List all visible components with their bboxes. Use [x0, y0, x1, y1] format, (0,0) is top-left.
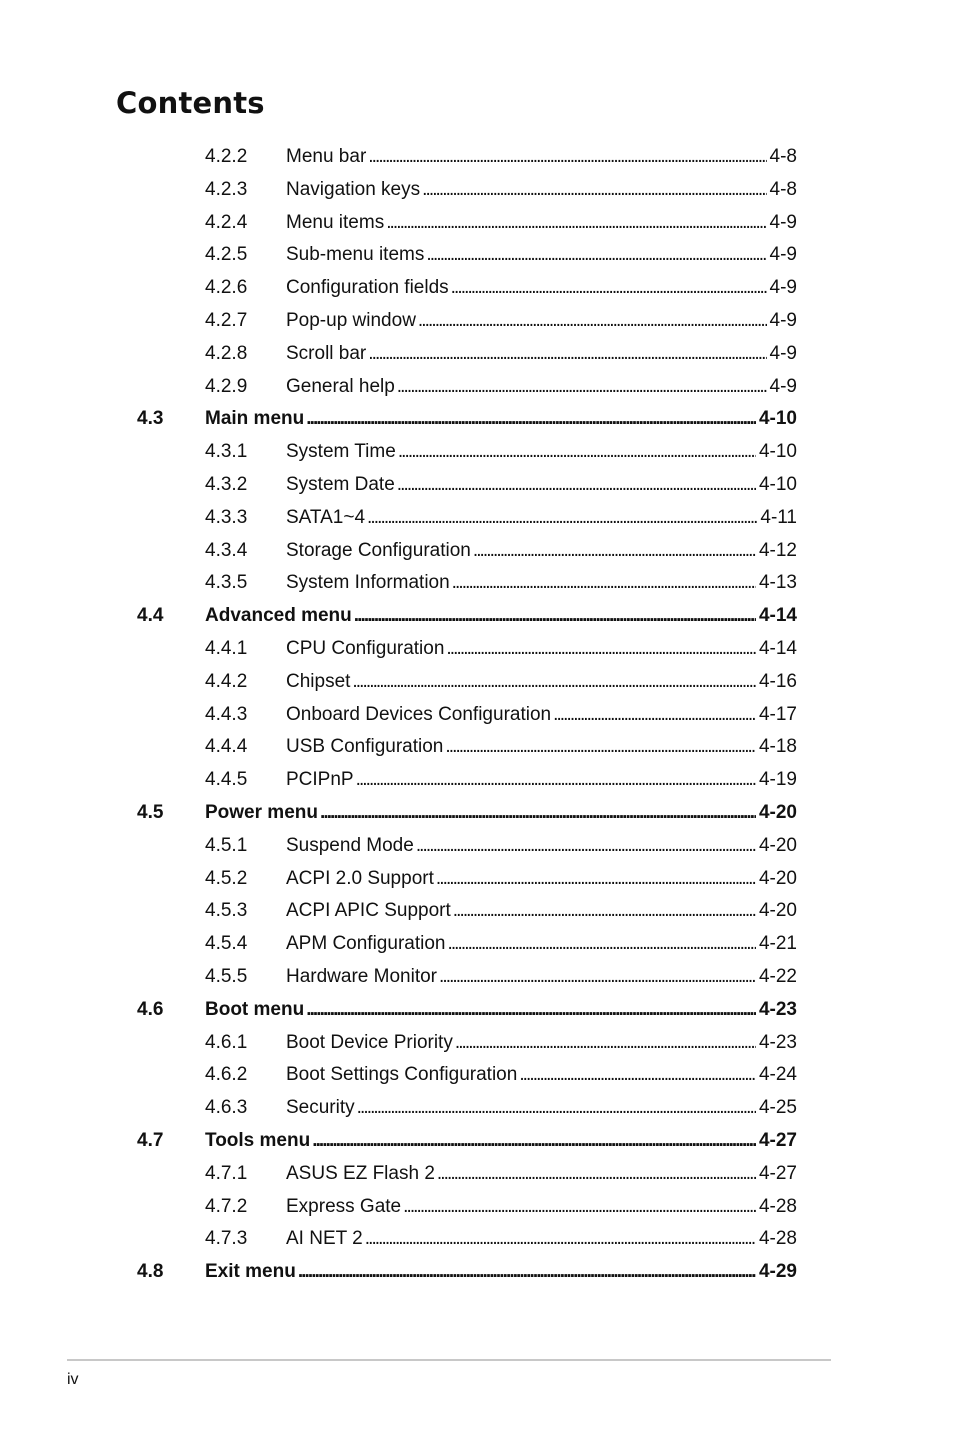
toc-entry-leader-line	[286, 894, 797, 927]
dot-leader	[306, 402, 756, 435]
toc-entry-page-number: 4-25	[758, 1097, 797, 1119]
toc-entry-leader-line	[286, 632, 797, 665]
toc-entry-page-number: 4-14	[758, 638, 797, 659]
toc-entry-page-number: 4-20	[758, 834, 797, 856]
toc-entry-page-number: 4-22	[758, 966, 797, 987]
dot-leader	[436, 862, 756, 895]
toc-entry-page-number: 4-10	[758, 441, 797, 463]
toc-entry-number: 4.6.1	[205, 1031, 248, 1053]
dot-leader	[519, 1058, 756, 1091]
toc-entry-leader-line	[286, 206, 797, 239]
toc-entry-title: Boot Device Priority	[286, 1031, 453, 1053]
toc-entry-leader-line	[286, 140, 797, 173]
toc-entry-leader-line	[286, 829, 797, 862]
footer-rule	[67, 1359, 831, 1361]
toc-entry-leader-line	[286, 1222, 797, 1255]
toc-entry-number: 4.3.5	[205, 572, 248, 594]
toc-section-row[interactable]	[0, 402, 954, 435]
toc-entry-page-number: 4-9	[769, 342, 797, 364]
toc-entry-leader-line	[205, 993, 797, 1026]
toc-entry-page-number: 4-13	[758, 572, 797, 594]
toc-entry-title: ACPI APIC Support	[286, 900, 451, 922]
dot-leader	[416, 829, 756, 862]
toc-entry-title: Sub-menu items	[286, 244, 425, 266]
toc-entry-title: Hardware Monitor	[286, 966, 437, 987]
toc-subsection-row[interactable]	[0, 665, 954, 698]
toc-entry-number: 4.3	[137, 408, 164, 430]
toc-subsection-row[interactable]	[0, 337, 954, 370]
dot-leader	[446, 632, 756, 665]
toc-entry-number: 4.4.2	[205, 670, 248, 692]
toc-entry-title: AI NET 2	[286, 1228, 363, 1250]
dot-leader	[352, 665, 756, 698]
toc-entry-title: Configuration fields	[286, 277, 449, 299]
toc-entry-leader-line	[205, 599, 797, 632]
toc-entry-number: 4.3.2	[205, 474, 248, 495]
toc-entry-title: SATA1~4	[286, 506, 366, 528]
toc-subsection-row[interactable]	[0, 468, 954, 501]
toc-entry-number: 4.6.2	[205, 1064, 248, 1086]
toc-entry-number: 4.5.5	[205, 966, 248, 987]
dot-leader	[354, 599, 756, 632]
toc-entry-page-number: 4-29	[758, 1261, 797, 1283]
toc-entry-number: 4.2.4	[205, 211, 248, 233]
toc-entry-number: 4.2.6	[205, 277, 248, 299]
toc-entry-page-number: 4-9	[769, 244, 797, 266]
toc-entry-number: 4.7.2	[205, 1195, 248, 1217]
toc-entry-leader-line	[286, 173, 797, 206]
toc-entry-number: 4.5	[137, 802, 164, 823]
toc-entry-number: 4.6.3	[205, 1097, 248, 1119]
toc-subsection-row[interactable]	[0, 829, 954, 862]
toc-entry-title: Onboard Devices Configuration	[286, 703, 552, 725]
dot-leader	[298, 1255, 756, 1288]
toc-entry-number: 4.5.2	[205, 867, 248, 889]
toc-entry-title: Tools menu	[205, 1130, 311, 1151]
toc-entry-number: 4.6	[137, 998, 164, 1020]
toc-entry-page-number: 4-14	[758, 605, 797, 627]
toc-entry-leader-line	[286, 763, 797, 796]
toc-entry-number: 4.7.1	[205, 1162, 248, 1184]
dot-leader	[403, 1190, 756, 1223]
dot-leader	[455, 1026, 756, 1059]
toc-section-row[interactable]	[0, 993, 954, 1026]
toc-entry-page-number: 4-20	[758, 802, 797, 823]
toc-entry-number: 4.3.4	[205, 539, 248, 561]
dot-leader	[386, 206, 766, 239]
toc-entry-number: 4.7	[137, 1130, 164, 1151]
toc-subsection-row[interactable]	[0, 960, 954, 993]
toc-entry-number: 4.2.3	[205, 178, 248, 200]
toc-entry-number: 4.3.3	[205, 506, 248, 528]
toc-entry-page-number: 4-10	[758, 408, 797, 430]
toc-section-row[interactable]	[0, 796, 954, 829]
toc-entry-page-number: 4-18	[758, 736, 797, 758]
toc-subsection-row[interactable]	[0, 140, 954, 173]
dot-leader	[553, 698, 756, 731]
toc-subsection-row[interactable]	[0, 1157, 954, 1190]
dot-leader	[437, 1157, 756, 1190]
dot-leader	[312, 1124, 756, 1157]
toc-entry-title: Suspend Mode	[286, 834, 414, 856]
toc-entry-title: General help	[286, 375, 395, 397]
page-folio: iv	[67, 1371, 79, 1388]
toc-entry-page-number: 4-28	[758, 1195, 797, 1217]
toc-entry-leader-line	[286, 698, 797, 731]
toc-entry-leader-line	[286, 1026, 797, 1059]
toc-entry-number: 4.4.5	[205, 769, 248, 791]
dot-leader	[368, 140, 766, 173]
toc-entry-number: 4.2.5	[205, 244, 248, 266]
toc-entry-leader-line	[286, 960, 797, 993]
toc-entry-title: Main menu	[205, 408, 305, 430]
toc-entry-title: Chipset	[286, 670, 351, 692]
dot-leader	[306, 993, 756, 1026]
toc-entry-page-number: 4-16	[758, 670, 797, 692]
toc-subsection-row[interactable]	[0, 862, 954, 895]
toc-section-row[interactable]	[0, 1124, 954, 1157]
dot-leader	[320, 796, 756, 829]
toc-entry-leader-line	[286, 271, 797, 304]
toc-entry-title: System Information	[286, 572, 450, 594]
toc-entry-title: Navigation keys	[286, 178, 421, 200]
dot-leader	[473, 534, 756, 567]
toc-entry-title: System Time	[286, 441, 396, 463]
toc-entry-title: ACPI 2.0 Support	[286, 867, 434, 889]
toc-entry-number: 4.8	[137, 1261, 164, 1283]
toc-section-row[interactable]	[0, 599, 954, 632]
dot-leader	[357, 1091, 756, 1124]
toc-entry-page-number: 4-27	[758, 1130, 797, 1151]
toc-subsection-row[interactable]	[0, 173, 954, 206]
toc-entry-leader-line	[286, 435, 797, 468]
toc-entry-page-number: 4-17	[758, 703, 797, 725]
toc-entry-number: 4.5.3	[205, 900, 248, 922]
toc-entry-page-number: 4-28	[758, 1228, 797, 1250]
toc-section-row[interactable]	[0, 1255, 954, 1288]
toc-entry-leader-line	[286, 566, 797, 599]
toc-entry-leader-line	[286, 1190, 797, 1223]
toc-entry-leader-line	[205, 1255, 797, 1288]
toc-subsection-row[interactable]	[0, 632, 954, 665]
dot-leader	[418, 304, 767, 337]
toc-entry-title: System Date	[286, 474, 395, 495]
dot-leader	[365, 1222, 756, 1255]
toc-entry-title: Advanced menu	[205, 605, 352, 627]
toc-entry-number: 4.2.8	[205, 342, 248, 364]
toc-entry-leader-line	[286, 534, 797, 567]
toc-subsection-row[interactable]	[0, 271, 954, 304]
toc-entry-title: PCIPnP	[286, 769, 354, 791]
toc-entry-page-number: 4-23	[758, 998, 797, 1020]
toc-entry-number: 4.4.4	[205, 736, 248, 758]
dot-leader	[452, 566, 756, 599]
toc-subsection-row[interactable]	[0, 238, 954, 271]
dot-leader	[367, 501, 757, 534]
toc-subsection-row[interactable]	[0, 698, 954, 731]
toc-entry-number: 4.4.1	[205, 638, 248, 659]
toc-subsection-row[interactable]	[0, 730, 954, 763]
toc-entry-page-number: 4-8	[769, 178, 797, 200]
toc-entry-number: 4.7.3	[205, 1228, 248, 1250]
toc-entry-page-number: 4-20	[758, 867, 797, 889]
toc-subsection-row[interactable]	[0, 566, 954, 599]
toc-entry-title: Menu items	[286, 211, 385, 233]
toc-entry-title: USB Configuration	[286, 736, 444, 758]
toc-entry-title: Menu bar	[286, 146, 367, 167]
toc-subsection-row[interactable]	[0, 1190, 954, 1223]
toc-entry-number: 4.4	[137, 605, 164, 627]
dot-leader	[445, 730, 756, 763]
toc-entry-leader-line	[286, 238, 797, 271]
toc-entry-page-number: 4-8	[769, 146, 797, 167]
toc-entry-leader-line	[205, 1124, 797, 1157]
dot-leader	[422, 173, 766, 206]
toc-entry-page-number: 4-21	[758, 933, 797, 955]
toc-entry-page-number: 4-9	[769, 310, 797, 331]
toc-entry-number: 4.5.4	[205, 933, 248, 955]
toc-entry-leader-line	[286, 730, 797, 763]
toc-entry-leader-line	[205, 402, 797, 435]
toc-subsection-row[interactable]	[0, 206, 954, 239]
toc-entry-title: Exit menu	[205, 1261, 296, 1283]
toc-entry-number: 4.2.9	[205, 375, 248, 397]
toc-entry-page-number: 4-9	[769, 277, 797, 299]
toc-entry-title: Security	[286, 1097, 355, 1119]
dot-leader	[398, 435, 756, 468]
toc-entry-leader-line	[286, 1058, 797, 1091]
toc-entry-leader-line	[286, 304, 797, 337]
toc-entry-title: Pop-up window	[286, 310, 416, 331]
dot-leader	[368, 337, 766, 370]
dot-leader	[451, 271, 767, 304]
toc-subsection-row[interactable]	[0, 370, 954, 403]
toc-entry-title: APM Configuration	[286, 933, 446, 955]
toc-entry-page-number: 4-12	[758, 539, 797, 561]
toc-entry-leader-line	[286, 468, 797, 501]
toc-entry-leader-line	[286, 501, 797, 534]
toc-subsection-row[interactable]	[0, 927, 954, 960]
dot-leader	[356, 763, 756, 796]
toc-entry-leader-line	[286, 862, 797, 895]
dot-leader	[397, 370, 767, 403]
toc-entry-number: 4.2.2	[205, 146, 248, 167]
toc-entry-page-number: 4-11	[760, 506, 797, 528]
toc-subsection-row[interactable]	[0, 1091, 954, 1124]
toc-entry-title: Express Gate	[286, 1195, 402, 1217]
toc-subsection-row[interactable]	[0, 435, 954, 468]
dot-leader	[453, 894, 756, 927]
toc-subsection-row[interactable]	[0, 304, 954, 337]
toc-subsection-row[interactable]	[0, 501, 954, 534]
toc-entry-page-number: 4-23	[758, 1031, 797, 1053]
toc-entry-leader-line	[286, 665, 797, 698]
toc-entry-page-number: 4-19	[758, 769, 797, 791]
page-title: Contents	[116, 86, 265, 120]
toc-entry-page-number: 4-20	[758, 900, 797, 922]
toc-entry-title: Boot Settings Configuration	[286, 1064, 518, 1086]
toc-entry-leader-line	[205, 796, 797, 829]
toc-subsection-row[interactable]	[0, 534, 954, 567]
toc-entry-leader-line	[286, 1157, 797, 1190]
dot-leader	[447, 927, 756, 960]
toc-entry-title: ASUS EZ Flash 2	[286, 1162, 435, 1184]
toc-entry-leader-line	[286, 927, 797, 960]
toc-entry-leader-line	[286, 1091, 797, 1124]
toc-entry-leader-line	[286, 370, 797, 403]
toc-entry-number: 4.3.1	[205, 441, 248, 463]
toc-entry-title: Scroll bar	[286, 342, 367, 364]
toc-entry-title: Boot menu	[205, 998, 305, 1020]
toc-entry-title: Power menu	[205, 802, 318, 823]
dot-leader	[426, 238, 766, 271]
toc-entry-number: 4.5.1	[205, 834, 248, 856]
toc-entry-page-number: 4-24	[758, 1064, 797, 1086]
toc-subsection-row[interactable]	[0, 763, 954, 796]
toc-entry-number: 4.2.7	[205, 310, 248, 331]
toc-entry-page-number: 4-9	[769, 375, 797, 397]
toc-entry-page-number: 4-27	[758, 1162, 797, 1184]
dot-leader	[439, 960, 756, 993]
toc-entry-number: 4.4.3	[205, 703, 248, 725]
toc-subsection-row[interactable]	[0, 1222, 954, 1255]
toc-entry-leader-line	[286, 337, 797, 370]
toc-entry-title: CPU Configuration	[286, 638, 445, 659]
toc-subsection-row[interactable]	[0, 1026, 954, 1059]
toc-subsection-row[interactable]	[0, 1058, 954, 1091]
toc-subsection-row[interactable]	[0, 894, 954, 927]
toc-entry-page-number: 4-9	[769, 211, 797, 233]
toc-entry-title: Storage Configuration	[286, 539, 471, 561]
toc-entry-page-number: 4-10	[758, 474, 797, 495]
dot-leader	[397, 468, 756, 501]
